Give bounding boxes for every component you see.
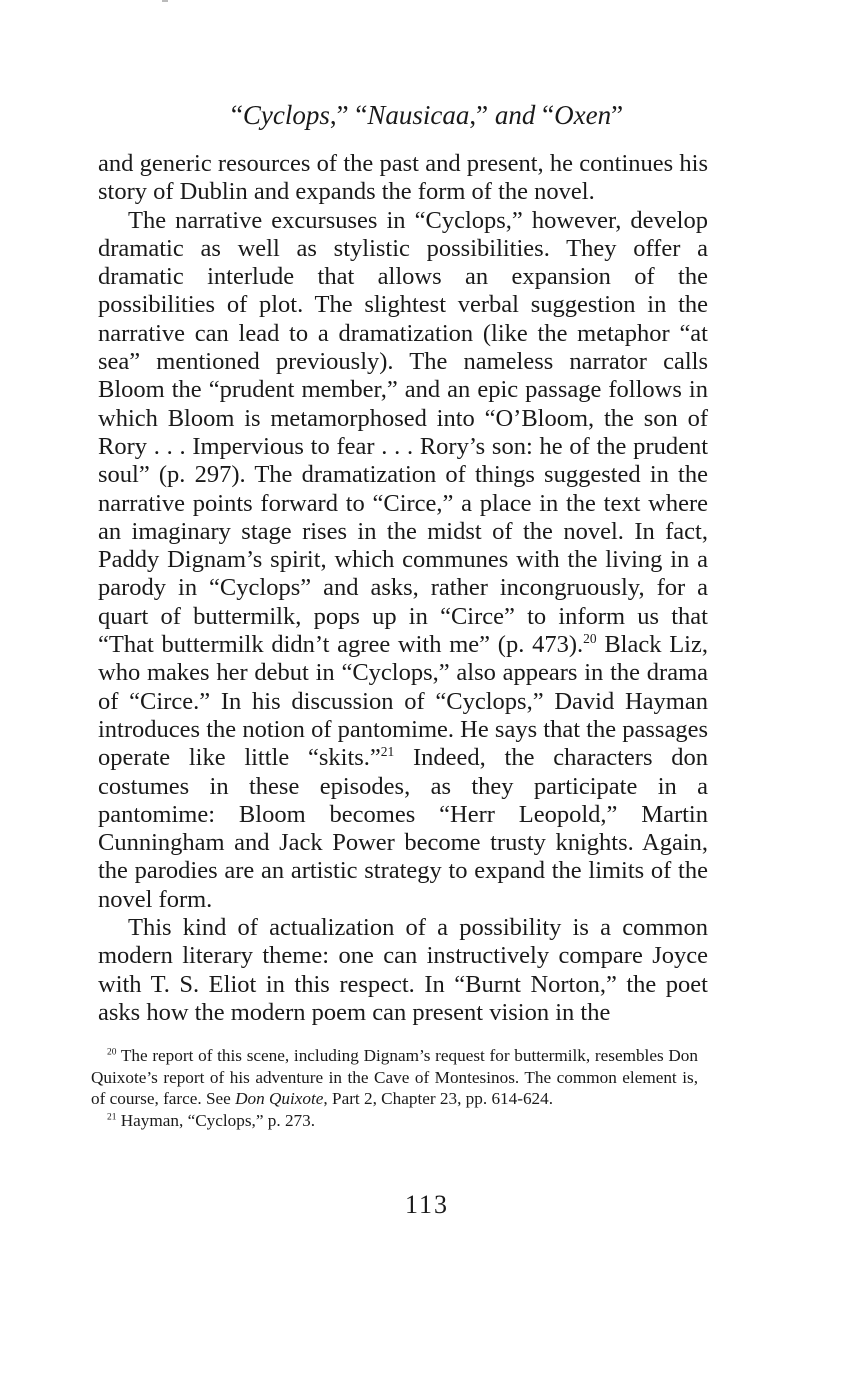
chapter-title-oxen: Oxen bbox=[554, 100, 612, 130]
footnote-number: 21 bbox=[107, 1111, 117, 1122]
paragraph-3: This kind of actualization of a possibility is a common modern literary theme: one can instructively compare Joyce with T. S. Eliot in this respect. In “Burnt Norton,” the poet asks how the modern poem can present vision in the bbox=[98, 914, 708, 1026]
footnote-20-citation: , Part 2, Chapter 23, pp. 614-624. bbox=[323, 1089, 554, 1108]
quote-mark: “ bbox=[535, 100, 555, 130]
header-and: and bbox=[494, 100, 536, 130]
footnote-20-title: Don Quixote bbox=[235, 1089, 324, 1108]
footnote-20-text: The report of this scene, including Dignam’s request for buttermilk, resembles Don Quixote’s report of his adventure in the Cave of Montesinos. The common element is, of course, farce. See bbox=[91, 1046, 698, 1108]
quote-mark: “ bbox=[230, 100, 243, 130]
paragraph-2-part-c: Indeed, the characters don costumes in these episodes, as they participate in a pantomime: Bloom becomes “Herr Leopold,” Martin Cunningham and Jack Power become trusty knights. Again, the parodies are an artistic strategy to expand the limits of the novel form. bbox=[98, 744, 709, 913]
paragraph-2-part-b: Black Liz, who makes her debut in “Cyclops,” also appears in the drama of “Circe.” In his discussion of “Cyclops,” David Hayman introduces the notion of pantomime. He says that the passages operate like little “skits.” bbox=[98, 631, 708, 772]
chapter-title-nausicaa: Nausicaa bbox=[367, 100, 470, 130]
footnote-21 bbox=[91, 1110, 698, 1132]
chapter-title-cyclops: Cyclops bbox=[242, 100, 330, 130]
quote-mark: ,” “ bbox=[329, 100, 368, 130]
paragraph-2 bbox=[98, 207, 708, 914]
footnote-ref-20: 20 bbox=[583, 630, 597, 646]
footnote-20 bbox=[91, 1045, 698, 1110]
footnotes bbox=[91, 1045, 698, 1131]
footnote-number: 20 bbox=[107, 1047, 117, 1058]
running-head bbox=[0, 98, 854, 132]
footnote-ref-21: 21 bbox=[380, 744, 395, 760]
footnote-21-text: Hayman, “Cyclops,” p. 273. bbox=[116, 1110, 316, 1130]
paragraph-2-part-a: The narrative excursuses in “Cyclops,” however, develop dramatic as well as stylistic possibilities. They offer a dramatic interlude that allows an expansion of the possibilities of plot. The slightest verbal suggestion in the narrative can lead to a dramatization (like the metaphor “at sea” mentioned previously). The nameless narrator calls Bloom the “prudent member,” and an epic passage follows in which Bloom is metamorphosed into “O’Bloom, the son of Rory . . . Impervious to fear . . . Rory’s son: he of the prudent soul” (p. 297). The dramatization of things suggested in the narrative points forward to “Circe,” a place in the text where an imaginary stage rises in the midst of the novel. In fact, Paddy Dignam’s spirit, which communes with the living in a parody in “Cyclops” and asks, rather incongruously, for a quart of buttermilk, pops up in “Circe” to inform us that “That buttermilk didn’t agree with me” (p. 473). bbox=[98, 206, 708, 659]
paragraph-1: and generic resources of the past and present, he continues his story of Dublin and expands the form of the novel. bbox=[98, 150, 708, 206]
scan-mark bbox=[162, 0, 168, 2]
page-number: 113 bbox=[404, 1190, 450, 1219]
body-text bbox=[98, 150, 708, 1027]
quote-mark: ,” bbox=[469, 100, 495, 130]
quote-mark: ” bbox=[611, 100, 624, 130]
